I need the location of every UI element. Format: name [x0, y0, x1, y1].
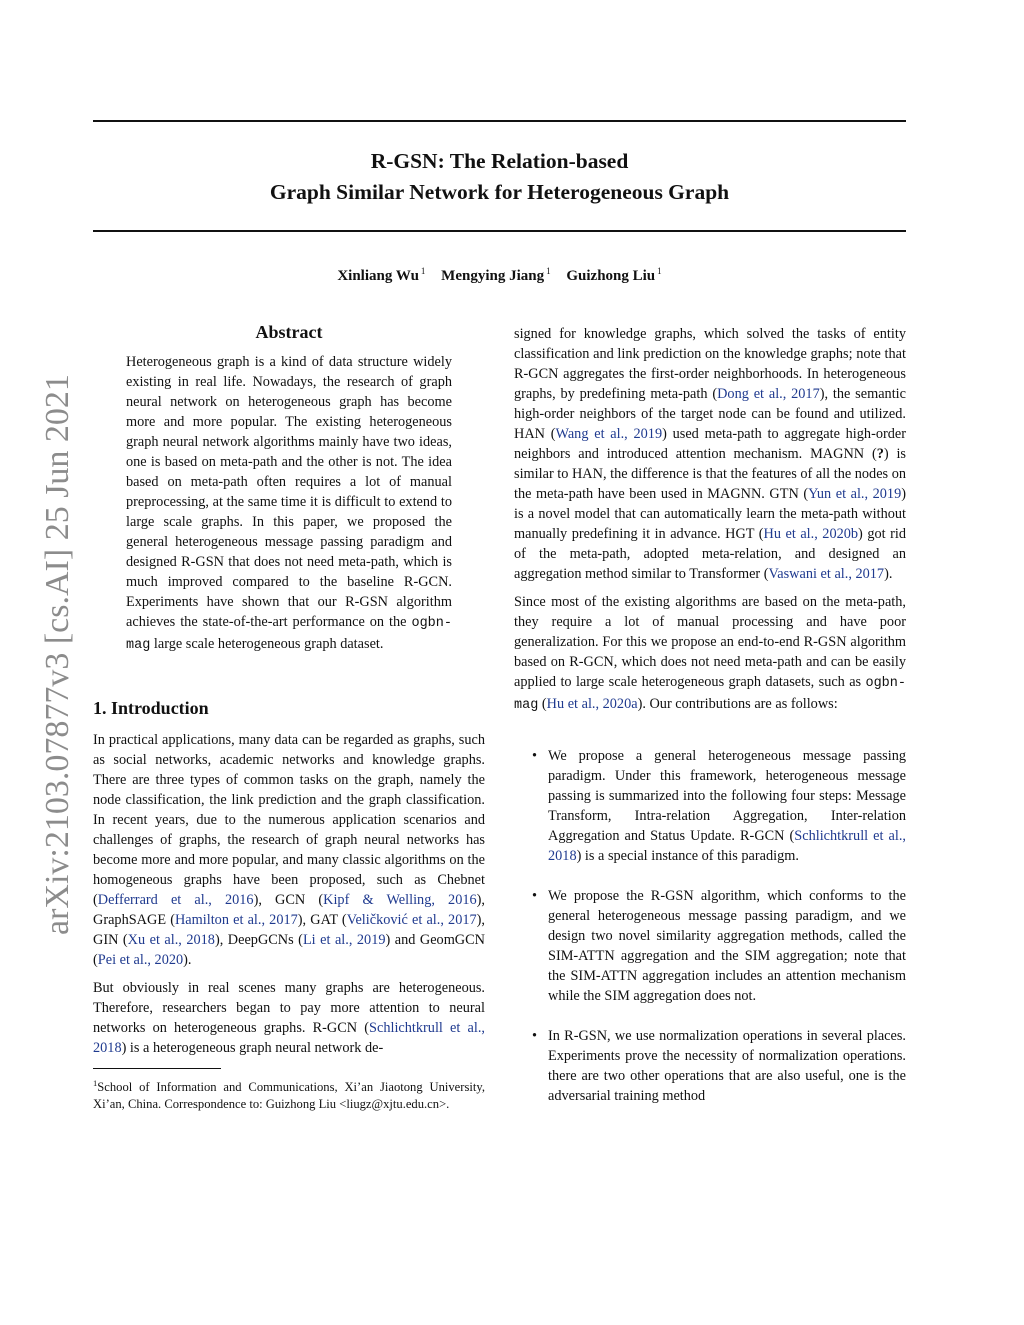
- bullet-marker: •: [532, 888, 538, 904]
- title-top-rule: [93, 120, 906, 122]
- title-bottom-rule: [93, 230, 906, 232]
- author: Xinliang Wu $^1$: [337, 266, 426, 284]
- citation-link[interactable]: Veličković et al., 2017: [346, 912, 477, 928]
- left-column: [93, 320, 485, 1113]
- affiliation-mark: 1: [546, 266, 551, 276]
- author: Guizhong Liu $^1$: [566, 266, 662, 284]
- title-line-1: R-GSN: The Relation-based: [370, 149, 629, 173]
- citation-link[interactable]: Schlichtkrull et al., 2018: [548, 828, 906, 864]
- citation-link[interactable]: Hu et al., 2020b: [763, 526, 859, 542]
- paper-title: [93, 146, 906, 208]
- introduction-heading: 1. Introduction: [93, 698, 209, 718]
- footnote-mark: 1: [93, 1078, 98, 1088]
- intro-paragraph-1: In practical applications, many data can be regarded as graphs, such as social networks, academic networks and knowledge graphs. There are three types of common tasks on the graph, namely the node classification, the link prediction and the graph classification. In recent years, due to the numerous application scenarios and challenges of graphs, the research of graph neural networks has become more and more popular, and many classic algorithms on the homogeneous graphs have been proposed, such as Chebnet (Defferrard et al., 2016), GCN (Kipf & Welling, 2016), GraphSAGE (Hamilton et al., 2017), GAT (Veličković et al., 2017), GIN (Xu et al., 2018), DeepGCNs (Li et al., 2019) and GeomGCN (Pei et al., 2020).: [93, 732, 485, 968]
- unresolved-citation: ?: [876, 446, 884, 462]
- citation-link[interactable]: Yun et al., 2019: [808, 486, 902, 502]
- intro-paragraph-3: signed for knowledge graphs, which solved the tasks of entity classification and link prediction on the knowledge graphs; note that R-GCN aggregates the first-order neighborhoods. In heterogeneous graphs, by predefining meta-path (Dong et al., 2017), the semantic high-order neighbors of the target node can be found and utilized. HAN (Wang et al., 2019) used meta-path to aggregate high-order neighbors and introduced attention mechanism. MAGNN (?) is similar to HAN, the difference is that the features of all the nodes on the meta-path have been used in MAGNN. GTN (Yun et al., 2019) is a novel model that can automatically learn the meta-path without manually predefining it in advance. HGT (Hu et al., 2020b) got rid of the meta-path, adopted meta-relation, and designed an aggregation method similar to Transformer (Vaswani et al., 2017).: [514, 326, 906, 582]
- citation-link[interactable]: Pei et al., 2020: [97, 952, 184, 968]
- citation-link[interactable]: Wang et al., 2019: [555, 426, 663, 442]
- contribution-item: • We propose a general heterogeneous message passing paradigm. Under this framework, heterogeneous message passing is summarized into the following four steps: Message Transform, Intra-relation Aggregation, Inter-relation Aggregation and Status Update. R-GCN (Schlichtkrull et al., 2018) is a special instance of this paradigm.: [532, 748, 906, 864]
- contribution-item: • We propose the R-GSN algorithm, which conforms to the general heterogeneous message passing paradigm, and we design two novel similarity aggregation methods, called the SIM-ATTN aggregation and the SIM aggregation; note that the SIM-ATTN aggregation includes an attention mechanism while the SIM aggregation does not.: [532, 888, 906, 1004]
- citation-link[interactable]: Schlichtkrull et al., 2018: [93, 1020, 485, 1056]
- citation-link[interactable]: Hu et al., 2020a: [546, 696, 638, 712]
- abstract-body: Heterogeneous graph is a kind of data structure widely existing in real life. Nowadays, the research of graph neural network on heterogeneous graph has become more and more popular. The existing heterogeneous graph neural network algorithms mainly have two ideas, one is based on meta-path and the other is not. The idea based on meta-path often requires a lot of manual preprocessing, at the same time it is difficult to extend to large scale graphs. In this paper, we proposed the general heterogeneous message passing paradigm and designed R-GSN that does not need meta-path, which is much improved compared to the baseline R-GCN. Experiments have shown that our R-GSN algorithm achieves the state-of-the-art performance on the ogbn-mag large scale heterogeneous graph dataset.: [126, 354, 452, 653]
- contributions-list: [514, 746, 906, 1106]
- citation-link[interactable]: Li et al., 2019: [302, 932, 386, 948]
- citation-link[interactable]: Dong et al., 2017: [717, 386, 820, 402]
- bullet-marker: •: [532, 1028, 538, 1044]
- affiliation-mark: 1: [657, 266, 662, 276]
- author: Mengying Jiang $^1$: [441, 266, 551, 284]
- dataset-name: ogbn-mag: [126, 616, 452, 653]
- citation-link[interactable]: Defferrard et al., 2016: [97, 892, 254, 908]
- contribution-item: • In R-GSN, we use normalization operations in several places. Experiments prove the necessity of normalization operations. there are two other operations that are also useful, one is the adversarial training method: [532, 1028, 906, 1104]
- citation-link[interactable]: Hamilton et al., 2017: [174, 912, 298, 928]
- bullet-marker: •: [532, 748, 538, 764]
- arxiv-sidebar-stamp: arXiv:2103.07877v3 [cs.AI] 25 Jun 2021: [39, 374, 76, 935]
- title-line-2: Graph Similar Network for Heterogeneous Graph: [269, 180, 730, 204]
- abstract-heading: Abstract: [255, 322, 323, 342]
- intro-paragraph-2: But obviously in real scenes many graphs are heterogeneous. Therefore, researchers began to pay more attention to neural networks on heterogeneous graphs. R-GCN (Schlichtkrull et al., 2018) is a heterogeneous graph neural network de-: [93, 980, 485, 1056]
- affiliation-footnote: $^1$School of Information and Communications, Xi’an Jiaotong University, Xi’an, China. Correspondence to: Guizhong Liu <liugz@xjtu.edu.cn>.: [93, 1078, 485, 1112]
- right-column: [514, 324, 906, 1126]
- citation-link[interactable]: Kipf & Welling, 2016: [323, 892, 477, 908]
- footnote-divider: [93, 1068, 221, 1069]
- author-list: [93, 266, 906, 285]
- citation-link[interactable]: Xu et al., 2018: [127, 932, 215, 948]
- intro-paragraph-4: Since most of the existing algorithms are based on the meta-path, they require a lot of manual processing and have poor generalization. For this we propose an end-to-end R-GSN algorithm based on R-GCN, which does not need meta-path and can be easily applied to large scale heterogeneous graph datasets, such as ogbn-mag (Hu et al., 2020a). Our contributions are as follows:: [514, 594, 906, 713]
- affiliation-mark: 1: [420, 266, 426, 276]
- dataset-name: ogbn-mag: [514, 676, 906, 713]
- citation-link[interactable]: Vaswani et al., 2017: [768, 566, 885, 582]
